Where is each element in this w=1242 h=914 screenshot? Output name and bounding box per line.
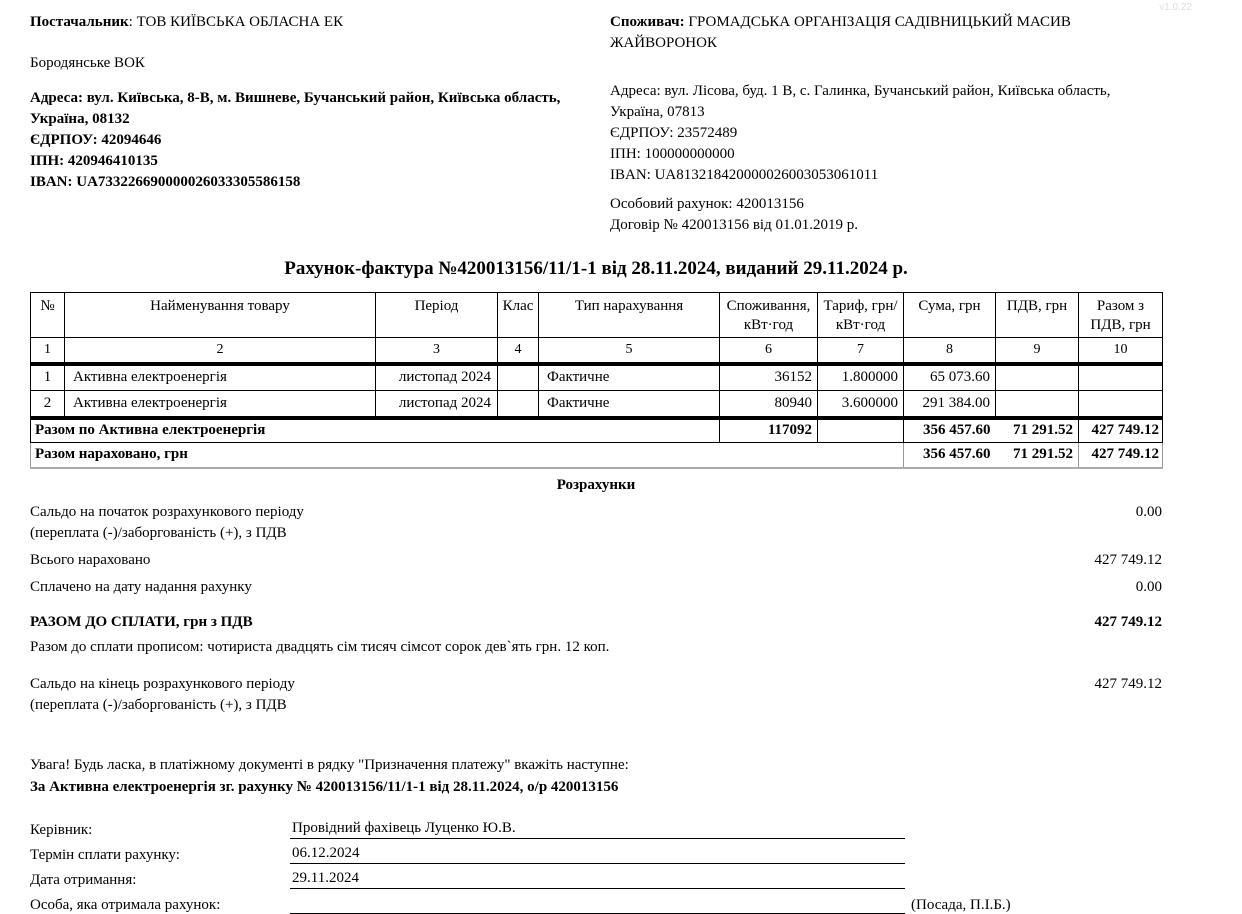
cell-vat [996,391,1079,418]
manager-row [30,814,1162,839]
received-date-row [30,864,1162,889]
cell-type: Фактичне [539,364,720,391]
total-due-value: 427 749.12 [1094,613,1162,630]
total-label: Разом нараховано, грн [31,443,904,468]
col-header-num: № [31,293,65,338]
balance-end-label-line1: Сальдо на кінець розрахункового періоду [30,675,295,692]
subtotal-tariff [818,418,904,443]
cell-sum: 291 384.00 [904,391,996,418]
supplier-name-line [30,12,585,33]
cell-consumption: 36152 [720,364,818,391]
table-header-row [31,293,1163,338]
supplier-iban: IBAN: UA733226690000026033305586158 [30,174,301,190]
balance-end-value: 427 749.12 [1094,675,1162,692]
consumer-block [610,12,1162,236]
consumer-iban: IBAN: UA813218420000026003053061011 [610,167,879,183]
col-header-tariff: Тариф, грн/кВт·год [818,293,904,338]
accrued-value: 427 749.12 [1094,551,1162,568]
cell-num: 1 [31,364,65,391]
balance-end-label-line2: (переплата (-)/заборгованість (+), з ПДВ [30,696,287,713]
subtotal-consumption: 117092 [720,418,818,443]
cell-class [498,364,539,391]
cell-type: Фактичне [539,391,720,418]
received-date-value: 29.11.2024 [290,867,905,889]
balance-start-row [30,502,1162,544]
total-sum: 356 457.60 [904,443,996,468]
supplier-branch: Бородянське ВОК [30,55,145,71]
due-date-value: 06.12.2024 [290,842,905,864]
cell-consumption: 80940 [720,391,818,418]
balance-start-label-line1: Сальдо на початок розрахункового періоду [30,503,304,520]
col-number: 10 [1079,338,1163,364]
receiver-person-value [290,892,905,914]
accrued-row [30,550,1162,571]
calculations-heading: Розрахунки [556,476,636,493]
cell-total [1079,364,1163,391]
balance-start-value: 0.00 [1135,503,1162,520]
table-subtotal-row [31,418,1163,443]
receiver-person-note: (Посада, П.І.Б.) [911,896,1011,913]
col-number: 2 [65,338,376,364]
accrued-label: Всього нараховано [30,551,151,568]
col-header-name: Найменування товару [65,293,376,338]
consumer-name: ГРОМАДСЬКА ОРГАНІЗАЦІЯ САДІВНИЦЬКИЙ МАСИВ ЖАЙВОРОНОК [610,14,1071,51]
balance-start-label [30,502,304,544]
consumer-label: Споживач: [610,14,685,30]
col-header-total: Разом з ПДВ, грн [1079,293,1163,338]
total-vat: 71 291.52 [996,443,1079,468]
table-row [31,364,1163,391]
consumer-edrpou: ЄДРПОУ: 23572489 [610,125,738,141]
invoice-title: Рахунок-фактура №420013156/11/1-1 від 28.11.2024, виданий 29.11.2024 р. [284,258,908,279]
supplier-address: Адреса: вул. Київська, 8-В, м. Вишневе, Бучанський район, Київська область, Україна, 08132 [30,90,561,127]
due-date-row [30,839,1162,864]
paid-label: Сплачено на дату надання рахунку [30,578,252,595]
manager-value: Провідний фахівець Луценко Ю.В. [290,817,905,839]
supplier-ipn: ІПН: 420946410135 [30,153,158,169]
total-due-row [30,612,1162,633]
consumer-account-group [610,194,1162,236]
supplier-block [30,12,585,236]
supplier-edrpou: ЄДРПОУ: 42094646 [30,132,162,148]
paid-row [30,577,1162,598]
col-number: 9 [996,338,1079,364]
receiver-person-label: Особа, яка отримала рахунок: [30,896,221,913]
amount-in-words: Разом до сплати прописом: чотириста двадцять сім тисяч сімсот сорок дев`ять грн. 12 коп. [30,638,610,655]
consumer-address: Адреса: вул. Лісова, буд. 1 В, с. Галинка, Бучанський район, Київська область, Україна, 07813 [610,83,1111,120]
consumer-contract: Договір № 420013156 від 01.01.2019 р. [610,217,858,233]
total-total: 427 749.12 [1079,443,1163,468]
cell-num: 2 [31,391,65,418]
col-number: 7 [818,338,904,364]
cell-tariff: 1.800000 [818,364,904,391]
receiver-person-row [30,889,1162,914]
col-header-period: Період [376,293,498,338]
table-column-numbers-row [31,338,1163,364]
payment-notice-line2: За Активна електроенергія зг. рахунку № 420013156/11/1-1 від 28.11.2024, о/р 420013156 [30,778,619,795]
manager-label: Керівник: [30,821,93,838]
invoice-table [30,292,1163,469]
col-number: 3 [376,338,498,364]
cell-period: листопад 2024 [376,364,498,391]
col-number: 5 [539,338,720,364]
cell-sum: 65 073.60 [904,364,996,391]
signature-block [30,814,1162,914]
consumer-name-line [610,12,1162,54]
table-total-row [31,443,1163,468]
cell-tariff: 3.600000 [818,391,904,418]
col-number: 6 [720,338,818,364]
subtotal-sum: 356 457.60 [904,418,996,443]
version-tag: v1.0.22 [1159,2,1192,13]
cell-name: Активна електроенергія [65,364,376,391]
col-header-class: Клас [498,293,539,338]
subtotal-total: 427 749.12 [1079,418,1163,443]
col-number: 8 [904,338,996,364]
parties-section [30,12,1162,236]
table-row [31,391,1163,418]
col-header-vat: ПДВ, грн [996,293,1079,338]
subtotal-vat: 71 291.52 [996,418,1079,443]
payment-notice-line1: Увага! Будь ласка, в платіжному документі в рядку "Призначення платежу" вкажіть наступне: [30,756,629,773]
total-due-label: РАЗОМ ДО СПЛАТИ, грн з ПДВ [30,613,253,630]
received-date-label: Дата отримання: [30,871,137,888]
paid-value: 0.00 [1135,578,1162,595]
cell-class [498,391,539,418]
col-header-type: Тип нарахування [539,293,720,338]
col-number: 4 [498,338,539,364]
balance-end-label [30,674,295,716]
payment-notice [30,754,1162,798]
col-number: 1 [31,338,65,364]
supplier-label: Постачальник [30,14,129,30]
consumer-account: Особовий рахунок: 420013156 [610,196,804,212]
consumer-ipn: ІПН: 100000000000 [610,146,735,162]
supplier-name: : ТОВ КИЇВСЬКА ОБЛАСНА ЕК [128,14,344,30]
col-header-sum: Сума, грн [904,293,996,338]
cell-name: Активна електроенергія [65,391,376,418]
col-header-consumption: Споживання, кВт·год [720,293,818,338]
cell-vat [996,364,1079,391]
balance-start-label-line2: (переплата (-)/заборгованість (+), з ПДВ [30,524,287,541]
cell-total [1079,391,1163,418]
cell-period: листопад 2024 [376,391,498,418]
subtotal-label: Разом по Активна електроенергія [31,418,720,443]
balance-end-row [30,674,1162,716]
due-date-label: Термін сплати рахунку: [30,846,180,863]
